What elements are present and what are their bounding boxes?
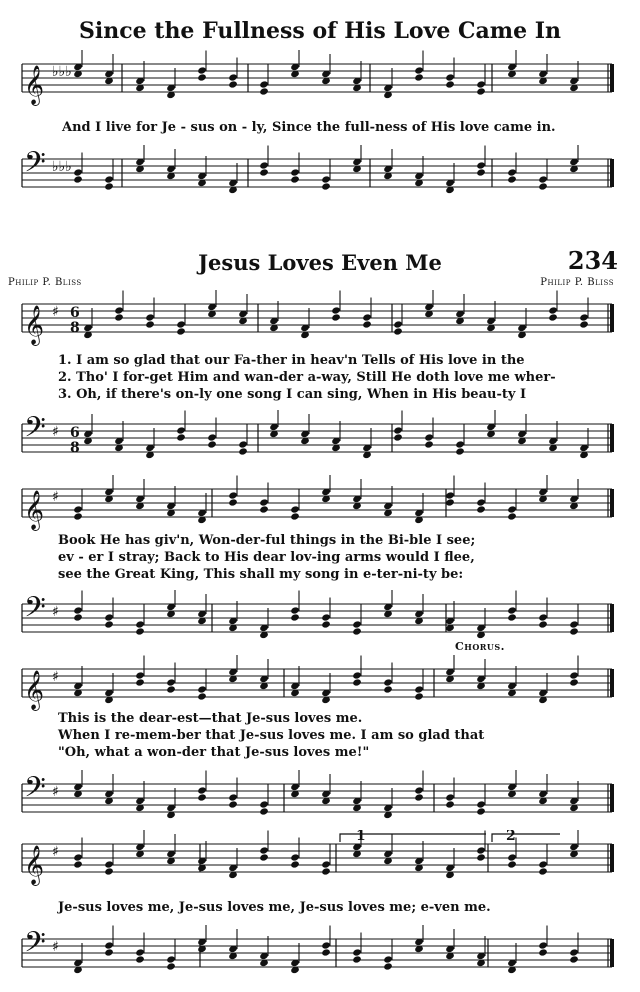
svg-text:𝄢: 𝄢 bbox=[24, 146, 46, 186]
svg-text:♯: ♯ bbox=[52, 424, 59, 440]
svg-text:𝄞: 𝄞 bbox=[24, 670, 45, 710]
system4-verse1: Je-sus loves me, Je-sus loves me, Je-sus loves me; e-ven me. bbox=[58, 900, 491, 915]
system2-verse1: Book He has giv'n, Won-der-ful things in the Bi-ble I see; bbox=[58, 533, 476, 548]
top-treble-staff bbox=[0, 50, 640, 110]
system2-verse3: see the Great King, This shall my song in e-ter-ni-ty be: bbox=[58, 567, 464, 582]
svg-text:6: 6 bbox=[70, 305, 80, 321]
system3-verse3: "Oh, what a won-der that Je-sus loves me!" bbox=[58, 745, 370, 760]
system1-bass-staff bbox=[0, 410, 640, 470]
svg-text:𝄞: 𝄞 bbox=[24, 65, 45, 105]
system2-treble-staff bbox=[0, 475, 640, 535]
lyricist-credit: Philip P. Bliss bbox=[540, 277, 614, 288]
svg-text:𝄢: 𝄢 bbox=[24, 591, 46, 631]
svg-text:𝄞: 𝄞 bbox=[24, 490, 45, 530]
svg-text:𝄞: 𝄞 bbox=[24, 305, 45, 345]
system1-verse2: 2. Tho' I for-get Him and wan-der a-way, Still He doth love me wher- bbox=[58, 370, 556, 385]
svg-text:♯: ♯ bbox=[52, 669, 59, 685]
volta-1-label: 1 bbox=[356, 830, 366, 844]
svg-text:♭♭♭: ♭♭♭ bbox=[52, 159, 72, 175]
top-hymn-lyric: And I live for Je - sus on - ly, Since the full-ness of His love came in. bbox=[62, 120, 556, 135]
chorus-label: Chorus. bbox=[455, 640, 506, 653]
svg-text:8: 8 bbox=[70, 440, 80, 456]
system2-bass-staff bbox=[0, 590, 640, 650]
svg-text:♯: ♯ bbox=[52, 844, 59, 860]
top-bass-staff bbox=[0, 145, 640, 205]
system3-verse1: This is the dear-est—that Je-sus loves me. bbox=[58, 711, 363, 726]
system4-treble-staff bbox=[0, 830, 640, 900]
svg-text:8: 8 bbox=[70, 320, 80, 336]
volta-2-label: 2 bbox=[506, 830, 516, 844]
svg-text:♯: ♯ bbox=[52, 939, 59, 955]
system1-treble-staff bbox=[0, 290, 640, 350]
svg-text:♭♭♭: ♭♭♭ bbox=[52, 64, 72, 80]
hymn-number: 234 bbox=[567, 246, 618, 275]
system3-treble-staff bbox=[0, 655, 640, 715]
svg-text:6: 6 bbox=[70, 425, 80, 441]
hymn-title: Jesus Loves Even Me bbox=[198, 250, 442, 275]
system3-bass-staff bbox=[0, 770, 640, 830]
svg-text:♯: ♯ bbox=[52, 604, 59, 620]
svg-text:𝄞: 𝄞 bbox=[24, 845, 45, 885]
svg-text:𝄢: 𝄢 bbox=[24, 926, 46, 966]
system1-verse3: 3. Oh, if there's on-ly one song I can sing, When in His beau-ty I bbox=[58, 387, 527, 402]
svg-text:𝄢: 𝄢 bbox=[24, 411, 46, 451]
system2-verse2: ev - er I stray; Back to His dear lov-ing arms would I flee, bbox=[58, 550, 475, 565]
system3-verse2: When I re-mem-ber that Je-sus loves me. I am so glad that bbox=[58, 728, 485, 743]
top-hymn-title: Since the Fullness of His Love Came In bbox=[78, 18, 562, 44]
svg-text:𝄢: 𝄢 bbox=[24, 771, 46, 811]
system1-verse1: 1. I am so glad that our Fa-ther in heav'n Tells of His love in the bbox=[58, 353, 525, 368]
svg-text:♯: ♯ bbox=[52, 489, 59, 505]
svg-text:♯: ♯ bbox=[52, 784, 59, 800]
system4-bass-staff bbox=[0, 925, 640, 985]
svg-text:♯: ♯ bbox=[52, 304, 59, 320]
composer-credit: Philip P. Bliss bbox=[8, 277, 82, 288]
